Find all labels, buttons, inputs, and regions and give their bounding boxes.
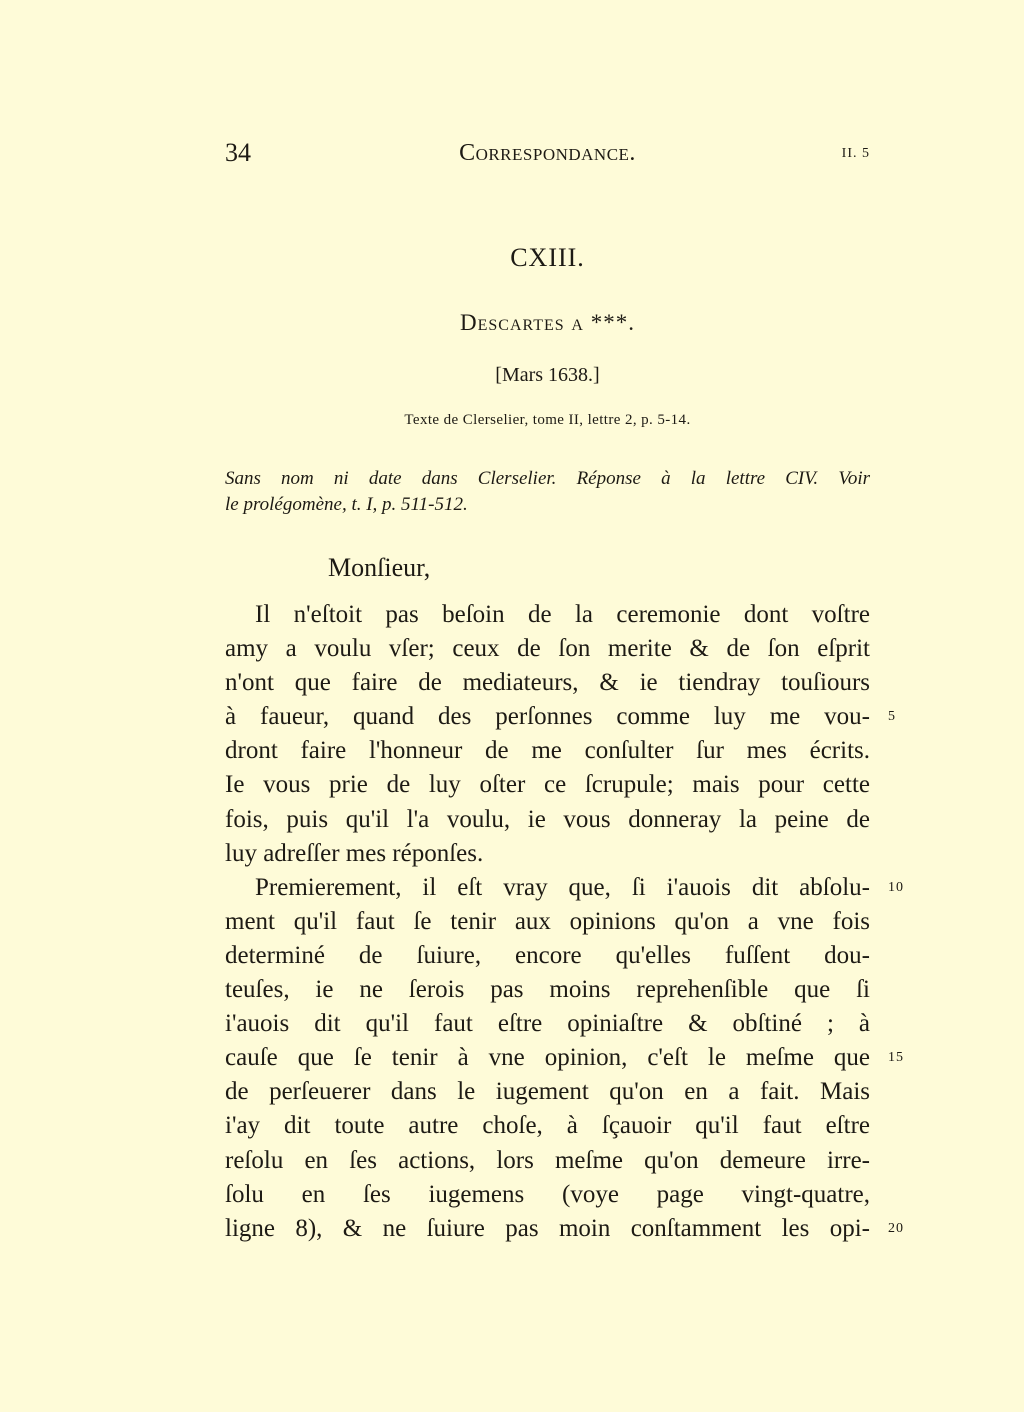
editor-note [225, 466, 870, 518]
text-line: determiné de ſuiure, encore qu'elles fuſſent dou- [225, 941, 870, 969]
text-line: ſolu en ſes iugemens (voye page vingt-quatre, [225, 1180, 870, 1208]
salutation: Monſieur, [328, 553, 431, 582]
running-reference: II. 5 [841, 146, 870, 161]
letter-number: CXIII. [510, 243, 585, 272]
line-number: 5 [888, 709, 896, 725]
text-line: luy adreſſer mes réponſes. [225, 839, 484, 867]
editor-note-line: le prolégomène, t. I, p. 511-512. [225, 494, 468, 515]
text-line: dront faire l'honneur de me conſulter ſur mes écrits. [225, 737, 870, 765]
editor-note-line: Sans nom ni date dans Clerselier. Réponse à la lettre CIV. Voir [225, 468, 870, 489]
line-number: 15 [888, 1050, 904, 1066]
letter-correspondents: Descartes a ***. [460, 310, 635, 335]
text-line: ment qu'il faut ſe tenir aux opinions qu'on a vne fois [225, 907, 870, 935]
page-number: 34 [225, 138, 251, 167]
letter-body [225, 598, 870, 1246]
text-line: fois, puis qu'il l'a voulu, ie vous donneray la peine de [225, 805, 870, 833]
text-line: ligne 8), & ne ſuiure pas moin conſtamment les opi- [225, 1214, 870, 1242]
text-line: i'auois dit qu'il faut eſtre opiniaſtre & obſtiné ; à [225, 1010, 870, 1038]
text-line: Il n'eſtoit pas beſoin de la ceremonie dont voſtre [255, 601, 870, 628]
line-number: 20 [888, 1220, 904, 1236]
letter-source: Texte de Clerselier, tome II, lettre 2, p. 5-14. [404, 412, 691, 428]
text-line: n'ont que faire de mediateurs, & ie tiendray touſiours [225, 669, 870, 697]
text-line: à faueur, quand des perſonnes comme luy me vou- [225, 703, 870, 731]
running-head [225, 138, 870, 172]
text-line: teuſes, ie ne ſerois pas moins reprehenſible que ſi [225, 976, 870, 1004]
running-title: Correspondance. [459, 140, 636, 166]
line-number: 10 [888, 879, 904, 895]
letter-date: [Mars 1638.] [495, 364, 600, 386]
text-line: Premierement, il eſt vray que, ſi i'auois dit abſolu- [255, 873, 870, 901]
text-line: de perſeuerer dans le iugement qu'on en a fait. Mais [225, 1078, 870, 1106]
text-line: amy a voulu vſer; ceux de ſon merite & de ſon eſprit [225, 635, 870, 663]
text-line: i'ay dit toute autre choſe, à ſçauoir qu'il faut eſtre [225, 1112, 870, 1140]
text-line: reſolu en ſes actions, lors meſme qu'on demeure irre- [225, 1146, 870, 1174]
text-line: cauſe que ſe tenir à vne opinion, c'eſt le meſme que [225, 1044, 870, 1072]
text-line: Ie vous prie de luy oſter ce ſcrupule; mais pour cette [225, 771, 870, 799]
